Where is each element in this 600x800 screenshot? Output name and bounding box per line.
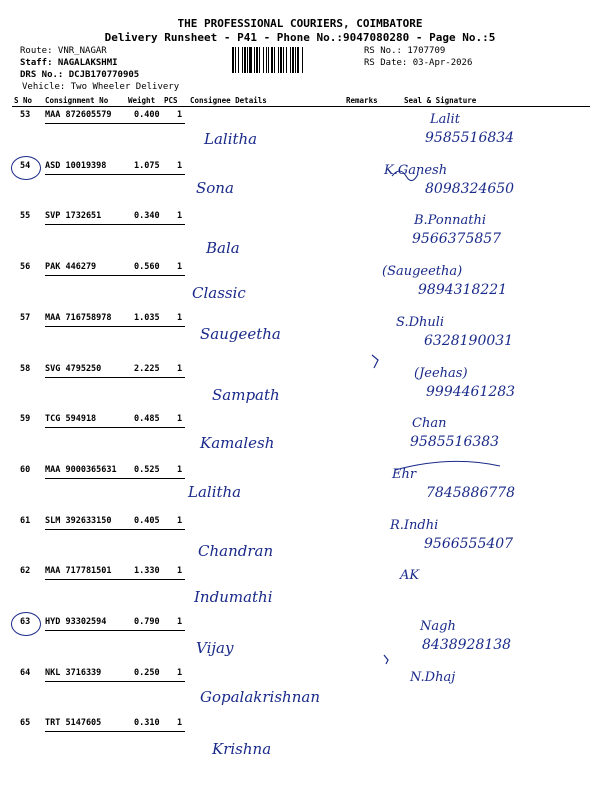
row-pcs: 1 bbox=[177, 668, 183, 678]
circled-sno-mark bbox=[11, 156, 41, 180]
row-pcs: 1 bbox=[177, 465, 183, 475]
signature: K.Ganesh bbox=[384, 163, 448, 178]
row-pcs: 1 bbox=[177, 211, 183, 221]
row-underline bbox=[45, 326, 185, 327]
row-pcs: 1 bbox=[177, 414, 183, 424]
row-weight: 0.790 bbox=[134, 617, 160, 627]
header-divider bbox=[12, 106, 590, 107]
barcode-bar bbox=[295, 47, 296, 73]
row-consignment-no: MAA 716758978 bbox=[45, 313, 112, 323]
row-underline bbox=[45, 275, 185, 276]
signature: Lalit bbox=[430, 112, 460, 127]
col-weight: Weight bbox=[128, 96, 156, 105]
row-sno: 64 bbox=[20, 668, 31, 678]
consignee-name: Sampath bbox=[212, 386, 280, 404]
row-underline bbox=[45, 377, 185, 378]
row-sno: 55 bbox=[20, 211, 31, 221]
row-sno: 63 bbox=[20, 617, 31, 627]
phone-number: 8438928138 bbox=[422, 637, 512, 653]
row-sno: 56 bbox=[20, 262, 31, 272]
signature: (Jeehas) bbox=[414, 366, 468, 381]
row-consignment-no: MAA 9000365631 bbox=[45, 465, 117, 475]
signature: AK bbox=[400, 568, 420, 583]
signature: (Saugeetha) bbox=[382, 264, 463, 279]
row-weight: 0.560 bbox=[134, 262, 160, 272]
phone-number: 6328190031 bbox=[424, 333, 514, 349]
rs-no-label: RS No.: 1707709 bbox=[364, 46, 446, 56]
row-underline bbox=[45, 731, 185, 732]
circled-sno-mark bbox=[11, 612, 41, 636]
row-consignment-no: ASD 10019398 bbox=[45, 161, 107, 171]
barcode-bar bbox=[232, 47, 234, 73]
row-weight: 1.035 bbox=[134, 313, 160, 323]
barcode-bar bbox=[292, 47, 294, 73]
consignee-name: Classic bbox=[192, 284, 246, 302]
barcode-bar bbox=[263, 47, 264, 73]
barcode-bar bbox=[290, 47, 291, 73]
col-consignment: Consignment No bbox=[45, 96, 109, 105]
table-row bbox=[12, 414, 590, 465]
phone-number: 9894318221 bbox=[418, 282, 508, 298]
row-weight: 1.075 bbox=[134, 161, 160, 171]
consignee-name: Vijay bbox=[196, 639, 234, 657]
barcode-bar bbox=[280, 47, 282, 73]
signature: Ehr bbox=[392, 467, 417, 482]
phone-number: 9585516834 bbox=[425, 130, 515, 146]
row-underline bbox=[45, 478, 185, 479]
row-sno: 58 bbox=[20, 364, 31, 374]
barcode-bar bbox=[256, 47, 258, 73]
barcode-bar bbox=[283, 47, 284, 73]
barcode-bar bbox=[238, 47, 239, 73]
signature: S.Dhuli bbox=[396, 315, 445, 330]
row-sno: 53 bbox=[20, 110, 31, 120]
row-underline bbox=[45, 224, 185, 225]
signature: Chan bbox=[412, 416, 447, 431]
barcode-bar bbox=[247, 47, 248, 73]
barcode-bar bbox=[254, 47, 255, 73]
row-underline bbox=[45, 174, 185, 175]
barcode-bar bbox=[268, 47, 269, 73]
barcode-bar bbox=[286, 47, 287, 73]
row-underline bbox=[45, 123, 185, 124]
row-sno: 61 bbox=[20, 516, 31, 526]
row-sno: 60 bbox=[20, 465, 31, 475]
row-underline bbox=[45, 681, 185, 682]
row-consignment-no: SVG 4795250 bbox=[45, 364, 102, 374]
col-consignee: Consignee Details bbox=[190, 96, 267, 105]
signature: B.Ponnathi bbox=[414, 213, 486, 228]
runsheet-title: THE PROFESSIONAL COURIERS, COIMBATORE bbox=[177, 17, 423, 30]
consignee-name: Indumathi bbox=[194, 588, 273, 606]
signature: Nagh bbox=[420, 619, 456, 634]
row-consignment-no: MAA 717781501 bbox=[45, 566, 112, 576]
row-weight: 0.485 bbox=[134, 414, 160, 424]
phone-number: 9566555407 bbox=[424, 536, 514, 552]
row-pcs: 1 bbox=[177, 718, 183, 728]
barcode-bar bbox=[244, 47, 246, 73]
barcode-bar bbox=[271, 47, 273, 73]
row-weight: 1.330 bbox=[134, 566, 160, 576]
row-consignment-no: SVP 1732651 bbox=[45, 211, 102, 221]
consignee-name: Chandran bbox=[198, 542, 274, 560]
phone-number: 9585516383 bbox=[410, 434, 500, 450]
row-weight: 0.250 bbox=[134, 668, 160, 678]
phone-number: 8098324650 bbox=[425, 181, 515, 197]
col-sno: S No bbox=[14, 96, 33, 105]
vehicle-label: Vehicle: Two Wheeler Delivery bbox=[22, 82, 180, 92]
row-consignment-no: PAK 446279 bbox=[45, 262, 97, 272]
consignee-name: Gopalakrishnan bbox=[200, 688, 320, 706]
row-consignment-no: SLM 392633150 bbox=[45, 516, 112, 526]
barcode-bar bbox=[259, 47, 260, 73]
row-pcs: 1 bbox=[177, 161, 183, 171]
col-seal-signature: Seal & Signature bbox=[404, 96, 477, 105]
row-weight: 0.525 bbox=[134, 465, 160, 475]
rs-date-label: RS Date: 03-Apr-2026 bbox=[364, 58, 473, 68]
row-underline bbox=[45, 529, 185, 530]
barcode-bar bbox=[235, 47, 236, 73]
row-pcs: 1 bbox=[177, 566, 183, 576]
row-underline bbox=[45, 579, 185, 580]
runsheet-subtitle: Delivery Runsheet - P41 - Phone No.:9047080280 - Page No.:5 bbox=[104, 31, 496, 44]
phone-number: 9566375857 bbox=[412, 231, 502, 247]
consignee-name: Sona bbox=[196, 179, 234, 197]
row-pcs: 1 bbox=[177, 262, 183, 272]
row-pcs: 1 bbox=[177, 516, 183, 526]
staff-label: Staff: NAGALAKSHMI bbox=[20, 58, 118, 68]
consignee-name: Saugeetha bbox=[200, 325, 281, 343]
barcode-bar bbox=[249, 47, 252, 73]
row-sno: 62 bbox=[20, 566, 31, 576]
consignee-name: Bala bbox=[206, 239, 240, 257]
consignee-name: Lalitha bbox=[204, 130, 258, 148]
row-weight: 0.310 bbox=[134, 718, 160, 728]
row-underline bbox=[45, 630, 185, 631]
consignee-name: Kamalesh bbox=[200, 434, 275, 452]
row-consignment-no: NKL 3716339 bbox=[45, 668, 102, 678]
row-weight: 0.405 bbox=[134, 516, 160, 526]
row-weight: 0.400 bbox=[134, 110, 160, 120]
row-sno: 59 bbox=[20, 414, 31, 424]
row-consignment-no: TRT 5147605 bbox=[45, 718, 102, 728]
row-consignment-no: TCG 594918 bbox=[45, 414, 97, 424]
barcode-bar bbox=[274, 47, 275, 73]
row-pcs: 1 bbox=[177, 313, 183, 323]
phone-number: 7845886778 bbox=[426, 485, 516, 501]
consignee-name: Krishna bbox=[212, 740, 272, 758]
col-remarks: Remarks bbox=[346, 96, 378, 105]
row-pcs: 1 bbox=[177, 110, 183, 120]
row-sno: 65 bbox=[20, 718, 31, 728]
row-weight: 0.340 bbox=[134, 211, 160, 221]
barcode-bar bbox=[297, 47, 299, 73]
signature: R.Indhi bbox=[390, 518, 439, 533]
signature: N.Dhaj bbox=[410, 670, 456, 685]
barcode-bar bbox=[278, 47, 279, 73]
row-consignment-no: HYD 93302594 bbox=[45, 617, 107, 627]
phone-number: 9994461283 bbox=[426, 384, 516, 400]
row-sno: 54 bbox=[20, 161, 31, 171]
consignee-name: Lalitha bbox=[188, 483, 242, 501]
col-pcs: PCS bbox=[164, 96, 178, 105]
row-underline bbox=[45, 427, 185, 428]
barcode-bar bbox=[302, 47, 303, 73]
row-pcs: 1 bbox=[177, 364, 183, 374]
row-sno: 57 bbox=[20, 313, 31, 323]
route-label: Route: VNR_NAGAR bbox=[20, 46, 107, 56]
drs-label: DRS No.: DCJB170770905 bbox=[20, 70, 140, 80]
barcode-bar bbox=[242, 47, 243, 73]
row-consignment-no: MAA 872605579 bbox=[45, 110, 112, 120]
row-pcs: 1 bbox=[177, 617, 183, 627]
barcode bbox=[232, 47, 357, 73]
barcode-bar bbox=[266, 47, 267, 73]
row-weight: 2.225 bbox=[134, 364, 160, 374]
